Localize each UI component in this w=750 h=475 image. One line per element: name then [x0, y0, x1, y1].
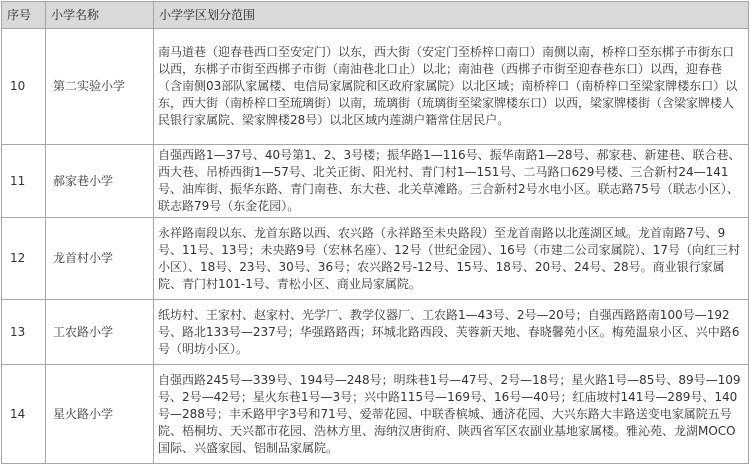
row-number: 13: [2, 300, 46, 365]
district-range: 自强西路1—37号、40号第1、2、3号楼；振华路1—116号、振华南路1—28号、郝家巷、新建巷、联合巷、西大巷、吊桥西街1—57号、北关正街、阳光村、青门村1—151号、二马路口629号楼、三合新村24—141号、油库街、振华东路、青门南巷、东大巷、北关草滩路。三合新村2号水电小区。联志路75号（联志小区）、联志路79号（东金花园）。: [154, 145, 749, 218]
district-range: 永祥路南段以东、龙首东路以西、农兴路（永祥路至未央路段）至龙首南路以北莲湖区域。龙首南路7号、9号、11号、13号；未央路9号（宏林名座）、12号（世纪金园）、16号（市建二公司家属院）、17号（向红三村小区）、18号、23号、30号、36号；农兴路2号-12号、15号、18号、20号、24号、28号。商业银行家属院、青门村101-1号、青松小区、商业局家属院。: [154, 218, 749, 300]
district-range: 南马道巷（迎春巷西口至安定门）以东，西大街（安定门至桥梓口南口）南侧以南，桥梓口至东梆子市街东口以西，东梆子市街至西梆子市街（南油巷北口止）以北；南油巷（西梆子市街至迎春巷东口）以西，迎春巷（含南侧03部队家属楼、电信局家属院和区政府家属院）以北区域；南桥梓口（南桥梓口至梁家牌楼东口）以东，西大街（南桥梓口至琉璃街）以南，琉璃街（琉璃街至梁家牌楼东口）以西，梁家牌楼街（含梁家牌楼人民银行家属院、梁家牌楼28号）以北区域内莲湖户籍常住居民户。: [154, 29, 749, 145]
row-number: 14: [2, 365, 46, 464]
row-number: 12: [2, 218, 46, 300]
district-range: 纸坊村、王家村、赵家村、光学厂、教学仪器厂、工农路1—43号、2号—20号；自强西路路南100号—192号、路北133号—237号；华强路路西；环城北路西段、芙蓉新天地、春晓馨苑小区。梅苑温泉小区、兴中路6号（明坊小区）。: [154, 300, 749, 365]
school-name: 星火路小学: [46, 365, 154, 464]
table-row: [2, 300, 749, 365]
district-range: 自强西路245号—339号、194号—248号；明珠巷1号—47号、2号—18号；星火路1号—85号、89号—109号、2号—42号；星火东巷1号—3号；兴中路115号—169号、16号—40号；红庙坡村141号—289号、140号—288号；丰禾路甲字3号和71号、爱蒂花园、中联香槟城、通济花园、大兴东路大丰路送变电家属院五号院、梧桐坊、天兴都市花园、浩林方里、海纳汉唐街府、陕西省军区农副业基地家属楼。雅沁苑、龙湖MOCO国际、兴盛家园、铝制品家属院。: [154, 365, 749, 464]
header-number: 序号: [2, 2, 46, 29]
row-number: 10: [2, 29, 46, 145]
table-row: [2, 218, 749, 300]
school-district-table: [1, 1, 749, 464]
header-school-name: 小学名称: [46, 2, 154, 29]
school-name: 龙首村小学: [46, 218, 154, 300]
school-name: 工农路小学: [46, 300, 154, 365]
table-row: [2, 365, 749, 464]
header-district-range: 小学学区划分范围: [154, 2, 749, 29]
table-row: [2, 145, 749, 218]
table-header-row: [2, 2, 749, 29]
school-name: 第二实验小学: [46, 29, 154, 145]
row-number: 11: [2, 145, 46, 218]
school-name: 郝家巷小学: [46, 145, 154, 218]
table-row: [2, 29, 749, 145]
